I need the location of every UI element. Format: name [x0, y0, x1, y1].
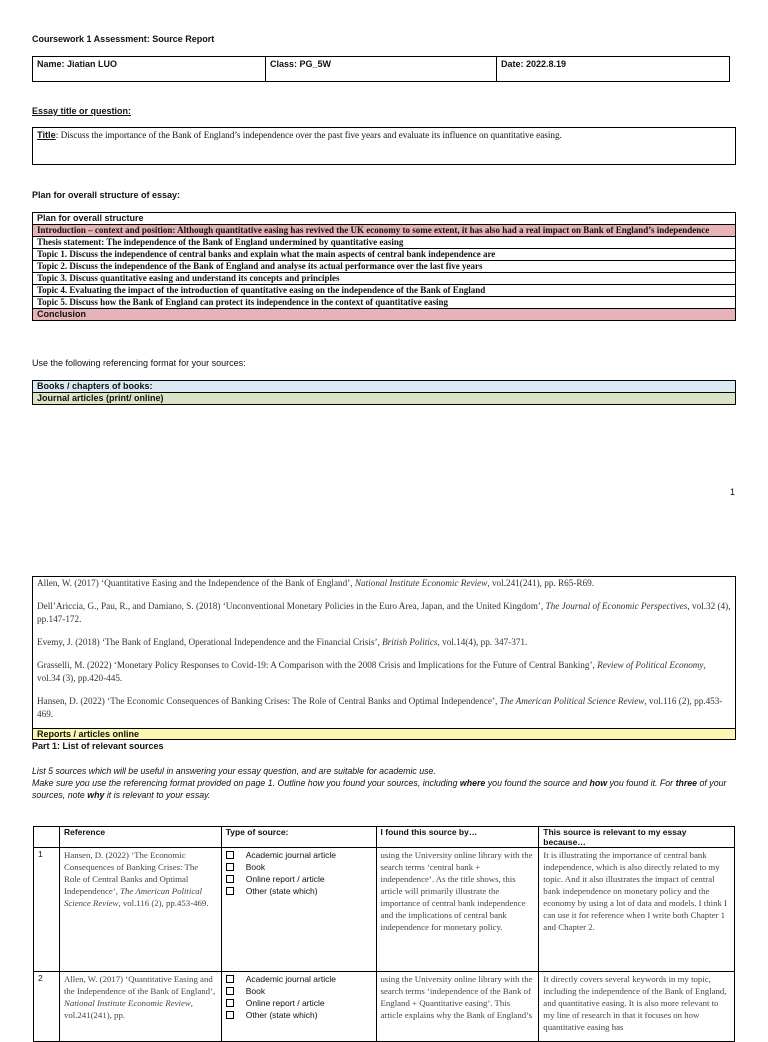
journal-reference: Evemy, J. (2018) ‘The Bank of England, Operational Independence and the Financial Crisis’, British Politics, vol.14(4), pp. 347-371. — [37, 637, 528, 647]
checkbox-icon[interactable] — [226, 975, 234, 983]
col-header-relevant: This source is relevant to my essay because… — [539, 827, 735, 848]
plan-row-topic-1: Topic 1. Discuss the independence of central banks and explain what the main aspects of central bank independence are — [32, 249, 736, 261]
row-found-by: using the University online library with the search terms ‘independence of the Bank of England + Quantitative easing’. This article explains why the Bank of England’s — [376, 972, 539, 1042]
plan-row-topic-2: Topic 2. Discuss the independence of the Bank of England and analyse its actual performance over the last five years — [32, 261, 736, 273]
plan-row-topic-4: Topic 4. Evaluating the impact of the introduction of quantitative easing on the independence of the Bank of England — [32, 285, 736, 297]
journal-reference: Hansen, D. (2022) ‘The Economic Consequences of Banking Crises: The Role of Central Banks and Optimal Independence’, The American Political Science Review, vol.116 (2), pp.453-469. — [37, 696, 723, 719]
col-header-reference: Reference — [59, 827, 221, 848]
checkbox-icon[interactable] — [226, 1011, 234, 1019]
row-number: 2 — [34, 972, 60, 1042]
part1-instructions — [32, 765, 736, 801]
plan-row-header: Plan for overall structure — [32, 212, 736, 225]
plan-heading: Plan for overall structure of essay: — [32, 190, 181, 200]
row-reference: Hansen, D. (2022) ‘The Economic Consequences of Banking Crises: The Role of Central Banks and Optimal Independence’, The American Political Science Review, vol.116 (2), pp.453-469. — [59, 848, 221, 972]
referencing-format-table — [32, 380, 736, 405]
journal-reference: Grasselli, M. (2022) ‘Monetary Policy Responses to Covid-19: A Comparison with the 2008 Crisis and Implications for the Future of Central Banking’, Review of Political Economy, vol.34 (3), pp.420-445. — [37, 660, 706, 683]
row-number: 1 — [34, 848, 60, 972]
checkbox-icon[interactable] — [226, 999, 234, 1007]
type-option-book[interactable]: Book — [226, 861, 372, 873]
essay-title-heading: Essay title or question: — [32, 106, 132, 116]
row-type-options — [221, 848, 376, 972]
journal-reference: Dell’Ariccia, G., Pau, R., and Damiano, S. (2018) ‘Unconventional Monetary Policies in the Euro Area, Japan, and the United Kingdom’, The Journal of Economic Perspectives, vol.32 (4), pp.147-172. — [37, 601, 731, 624]
essay-title-text: : Discuss the importance of the Bank of England’s independence over the past five years and evaluate its influence on quantitative easing. — [55, 130, 562, 140]
plan-table — [32, 212, 736, 321]
student-class: Class: PG_5W — [266, 57, 497, 81]
part1-heading: Part 1: List of relevant sources — [32, 741, 164, 751]
student-name: Name: Jiatian LUO — [33, 57, 266, 81]
table-row — [34, 972, 735, 1042]
report-date: Date: 2022.8.19 — [501, 59, 567, 69]
col-header-type: Type of source: — [221, 827, 376, 848]
journal-references-box — [32, 576, 736, 728]
referencing-intro: Use the following referencing format for your sources: — [32, 358, 246, 368]
plan-row-conclusion: Conclusion — [32, 309, 736, 321]
instruction-line-2: Make sure you use the referencing format provided on page 1. Outline how you found your sources, including where you found the source and how you found it. For three of your sources, note why it is relevant to your essay. — [32, 778, 727, 800]
row-reference: Allen, W. (2017) ‘Quantitative Easing and the Independence of the Bank of England’, National Institute Economic Review, vol.241(241), pp. — [59, 972, 221, 1042]
essay-title-label: Title — [37, 130, 56, 140]
plan-row-introduction: Introduction – context and position: Although quantitative easing has revived the UK economy to some extent, it has also had a real impact on Bank of England’s independence — [32, 225, 736, 237]
sources-table — [33, 826, 735, 1042]
checkbox-icon[interactable] — [226, 863, 234, 871]
reports-format-row: Reports / articles online — [32, 728, 736, 740]
checkbox-icon[interactable] — [226, 875, 234, 883]
row-found-by: using the University online library with the search terms ‘central bank + independence’. As the title shows, this article will primarily illustrate the importance of central bank independence and the implications of central bank independence for monetary policy. — [376, 848, 539, 972]
row-relevance: It directly covers several keywords in my topic, including the independence of the Bank of England, and quantitative easing. It is also more relevant to my line of research in that it focuses on how quantitative easing has — [539, 972, 735, 1042]
checkbox-icon[interactable] — [226, 887, 234, 895]
books-format-row: Books / chapters of books: — [32, 380, 736, 393]
checkbox-icon[interactable] — [226, 987, 234, 995]
col-header-found: I found this source by… — [376, 827, 539, 848]
type-option-other[interactable]: Other (state which) — [226, 885, 372, 897]
journal-reference: Allen, W. (2017) ‘Quantitative Easing and the Independence of the Bank of England’, National Institute Economic Review, vol.241(241), pp. R65-R69. — [37, 578, 595, 588]
plan-row-topic-5: Topic 5. Discuss how the Bank of England can protect its independence in the context of quantitative easing — [32, 297, 736, 309]
document-header: Coursework 1 Assessment: Source Report — [32, 34, 215, 44]
checkbox-icon[interactable] — [226, 851, 234, 859]
type-option-online[interactable]: Online report / article — [226, 873, 372, 885]
page-number: 1 — [730, 487, 736, 497]
type-option-other[interactable]: Other (state which) — [226, 1009, 372, 1021]
essay-title-box — [32, 127, 736, 165]
plan-row-thesis: Thesis statement: The independence of the Bank of England undermined by quantitative easing — [32, 237, 736, 249]
table-row — [34, 848, 735, 972]
instruction-line-1: List 5 sources which will be useful in answering your essay question, and are suitable for academic use. — [32, 766, 436, 776]
row-type-options — [221, 972, 376, 1042]
journals-format-row: Journal articles (print/ online) — [32, 393, 736, 405]
sources-table-header — [34, 827, 735, 848]
student-info-row — [32, 56, 730, 82]
type-option-journal[interactable]: Academic journal article — [226, 973, 372, 985]
type-option-journal[interactable]: Academic journal article — [226, 849, 372, 861]
plan-row-topic-3: Topic 3. Discuss quantitative easing and understand its concepts and principles — [32, 273, 736, 285]
type-option-online[interactable]: Online report / article — [226, 997, 372, 1009]
type-option-book[interactable]: Book — [226, 985, 372, 997]
row-relevance: It is illustrating the importance of central bank independence, which is also directly related to my topic. And it also illustrates the impact of central bank independence on monetary policy and the economy by using a lot of data and models. I think I can use it for reference when I write both Chapter 1 and Chapter 2. — [539, 848, 735, 972]
col-header-num — [34, 827, 60, 848]
